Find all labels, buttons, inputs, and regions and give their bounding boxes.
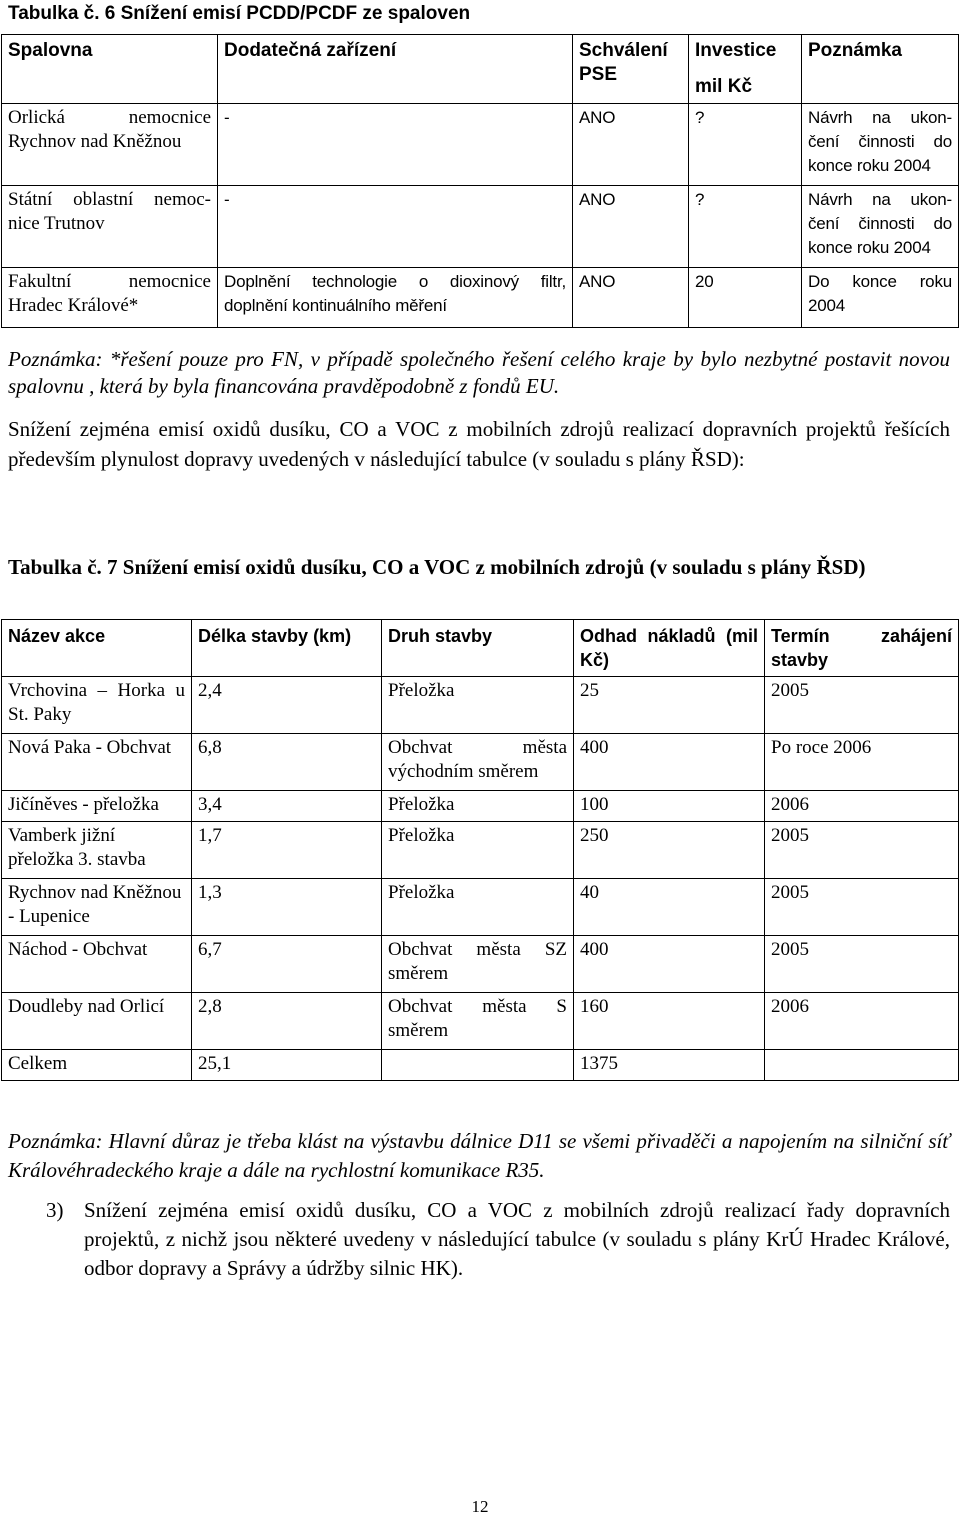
table-row bbox=[2, 822, 959, 879]
table7-cell-odhad: 40 bbox=[574, 879, 765, 936]
table7-cell-odhad: 250 bbox=[574, 822, 765, 879]
table6-header-investice-line1: Investice bbox=[695, 40, 777, 61]
table6-cell-spalovna-line2: Hradec Králové* bbox=[8, 295, 139, 316]
table7-cell-termin bbox=[765, 1050, 959, 1081]
table7-cell-delka: 6,7 bbox=[192, 936, 382, 993]
table7-header-odhad: Odhad nákladů (mil Kč) bbox=[574, 620, 765, 677]
table6-cell-schvaleni: ANO bbox=[573, 186, 689, 268]
table6-note: Poznámka: *řešení pouze pro FN, v případě společného řešení celého kraje by bylo nezbytné postavit novou spalovnu , která by byla financována pravděpodobně z fondů EU. bbox=[8, 347, 950, 398]
table6-cell-poznamka-line1: Návrh na ukon- bbox=[808, 108, 952, 127]
table7-cell-druh: Obchvat města S směrem bbox=[382, 993, 574, 1050]
list-item-number: 3) bbox=[46, 1198, 64, 1222]
table7-cell-druh: Obchvat města východním směrem bbox=[382, 734, 574, 791]
table7-cell-odhad: 25 bbox=[574, 677, 765, 734]
table7-cell-nazev: Vamberk jižní přeložka 3. stavba bbox=[2, 822, 192, 879]
table6-cell-poznamka bbox=[802, 186, 959, 268]
table6-header-row bbox=[2, 35, 959, 104]
table6-cell-spalovna-line1: Orlická nemocnice bbox=[8, 107, 211, 128]
table6-header-schvaleni-line1: Schválení bbox=[579, 40, 668, 61]
table7-cell-termin: 2005 bbox=[765, 822, 959, 879]
table7-cell-termin: Po roce 2006 bbox=[765, 734, 959, 791]
table7-cell-delka: 2,8 bbox=[192, 993, 382, 1050]
table6-cell-zarizeni-line1: Doplnění technologie o dioxinový filtr, bbox=[224, 272, 566, 291]
table6-cell-schvaleni: ANO bbox=[573, 104, 689, 186]
table6-cell-spalovna bbox=[2, 268, 218, 328]
table6-cell-zarizeni: - bbox=[218, 104, 573, 186]
table7-cell-delka: 6,8 bbox=[192, 734, 382, 791]
table7-cell-odhad: 400 bbox=[574, 936, 765, 993]
table7-cell-delka: 25,1 bbox=[192, 1050, 382, 1081]
table7-header-termin: Termín zahájení stavby bbox=[765, 620, 959, 677]
table-row bbox=[2, 677, 959, 734]
table7-cell-druh: Přeložka bbox=[382, 791, 574, 822]
page-number: 12 bbox=[471, 1497, 489, 1516]
table6-cell-poznamka-line2: čení činnosti do bbox=[808, 132, 952, 151]
table6-cell-schvaleni: ANO bbox=[573, 268, 689, 328]
table6-cell-poznamka-line3: konce roku 2004 bbox=[808, 238, 931, 257]
table7-header-row bbox=[2, 620, 959, 677]
table7-cell-delka: 2,4 bbox=[192, 677, 382, 734]
table6-cell-poznamka-line1: Do konce roku bbox=[808, 272, 952, 291]
table7-cell-termin: 2006 bbox=[765, 791, 959, 822]
table7-cell-termin: 2005 bbox=[765, 677, 959, 734]
table6-header-schvaleni-line2: PSE bbox=[579, 64, 618, 85]
table7-note: Poznámka: Hlavní důraz je třeba klást na výstavbu dálnice D11 se všemi přivaděči a napojením na silniční síť Královéhradeckého kraje a dále na rychlostní komunikace R35. bbox=[8, 1129, 950, 1182]
table6-cell-spalovna-line1: Fakultní nemocnice bbox=[8, 271, 211, 292]
table7-header-nazev: Název akce bbox=[2, 620, 192, 677]
table7-cell-nazev: Vrchovina – Horka u St. Paky bbox=[2, 677, 192, 734]
table6 bbox=[1, 34, 959, 328]
table7-cell-druh: Obchvat města SZ směrem bbox=[382, 936, 574, 993]
table7-cell-nazev: Jičíněves - přeložka bbox=[2, 791, 192, 822]
table6-header-zarizeni: Dodatečná zařízení bbox=[218, 35, 573, 104]
table-row bbox=[2, 791, 959, 822]
table6-cell-poznamka-line1: Návrh na ukon- bbox=[808, 190, 952, 209]
table6-header-spalovna: Spalovna bbox=[2, 35, 218, 104]
table7-cell-odhad: 100 bbox=[574, 791, 765, 822]
table6-cell-investice: ? bbox=[689, 104, 802, 186]
list-item-text: Snížení zejména emisí oxidů dusíku, CO a VOC z mobilních zdrojů realizací řady dopravních projektů, z nichž jsou některé uvedeny v následující tabulce (v souladu s plány KrÚ Hradec Králové, odbor dopravy a Správy a údržby silnic HK). bbox=[84, 1198, 950, 1280]
paragraph-intro: Snížení zejména emisí oxidů dusíku, CO a VOC z mobilních zdrojů realizací dopravních projektů řešících především plynulost dopravy uvedených v následující tabulce (v souladu s plány ŘSD): bbox=[8, 417, 950, 471]
table6-cell-poznamka bbox=[802, 268, 959, 328]
table-row bbox=[2, 734, 959, 791]
table6-header-schvaleni bbox=[573, 35, 689, 104]
table6-cell-poznamka-line2: 2004 bbox=[808, 296, 846, 315]
table7-cell-nazev: Celkem bbox=[2, 1050, 192, 1081]
table6-cell-investice: ? bbox=[689, 186, 802, 268]
table7-cell-delka: 3,4 bbox=[192, 791, 382, 822]
table6-title: Tabulka č. 6 Snížení emisí PCDD/PCDF ze spaloven bbox=[8, 3, 471, 24]
table6-cell-spalovna bbox=[2, 186, 218, 268]
table7-cell-termin: 2006 bbox=[765, 993, 959, 1050]
table7 bbox=[1, 619, 959, 1081]
table7-cell-delka: 1,7 bbox=[192, 822, 382, 879]
table7-cell-termin: 2005 bbox=[765, 936, 959, 993]
table7-cell-druh: Přeložka bbox=[382, 822, 574, 879]
table6-cell-spalovna-line2: Rychnov nad Kněžnou bbox=[8, 131, 182, 152]
table6-cell-spalovna bbox=[2, 104, 218, 186]
table7-cell-odhad: 160 bbox=[574, 993, 765, 1050]
table6-cell-poznamka-line3: konce roku 2004 bbox=[808, 156, 931, 175]
table6-cell-spalovna-line2: nice Trutnov bbox=[8, 213, 105, 234]
table7-cell-termin: 2005 bbox=[765, 879, 959, 936]
table7-cell-nazev: Rychnov nad Kněžnou - Lupenice bbox=[2, 879, 192, 936]
table-row bbox=[2, 936, 959, 993]
table6-cell-investice: 20 bbox=[689, 268, 802, 328]
table7-cell-nazev: Doudleby nad Orlicí bbox=[2, 993, 192, 1050]
table6-cell-zarizeni: - bbox=[218, 186, 573, 268]
table7-cell-druh: Přeložka bbox=[382, 677, 574, 734]
table7-cell-nazev: Náchod - Obchvat bbox=[2, 936, 192, 993]
table6-cell-spalovna-line1: Státní oblastní nemoc- bbox=[8, 189, 211, 210]
table-row bbox=[2, 993, 959, 1050]
table6-header-poznamka: Poznámka bbox=[802, 35, 959, 104]
table6-row bbox=[2, 186, 959, 268]
table6-cell-zarizeni-line2: doplnění kontinuálního měření bbox=[224, 296, 447, 315]
table7-header-delka: Délka stavby (km) bbox=[192, 620, 382, 677]
table7-cell-nazev: Nová Paka - Obchvat bbox=[2, 734, 192, 791]
table7-cell-odhad: 400 bbox=[574, 734, 765, 791]
table6-cell-poznamka-line2: čení činnosti do bbox=[808, 214, 952, 233]
table7-title: Tabulka č. 7 Snížení emisí oxidů dusíku, CO a VOC z mobilních zdrojů (v souladu s plány ŘSD) bbox=[8, 555, 866, 579]
table6-cell-poznamka bbox=[802, 104, 959, 186]
table6-row bbox=[2, 268, 959, 328]
table6-header-investice-line2: mil Kč bbox=[695, 76, 753, 97]
table7-total-row bbox=[2, 1050, 959, 1081]
table7-cell-odhad: 1375 bbox=[574, 1050, 765, 1081]
table7-header-druh: Druh stavby bbox=[382, 620, 574, 677]
table6-row bbox=[2, 104, 959, 186]
table-row bbox=[2, 879, 959, 936]
table7-cell-druh: Přeložka bbox=[382, 879, 574, 936]
table7-cell-druh bbox=[382, 1050, 574, 1081]
table7-cell-delka: 1,3 bbox=[192, 879, 382, 936]
table6-cell-zarizeni bbox=[218, 268, 573, 328]
table6-header-investice bbox=[689, 35, 802, 104]
